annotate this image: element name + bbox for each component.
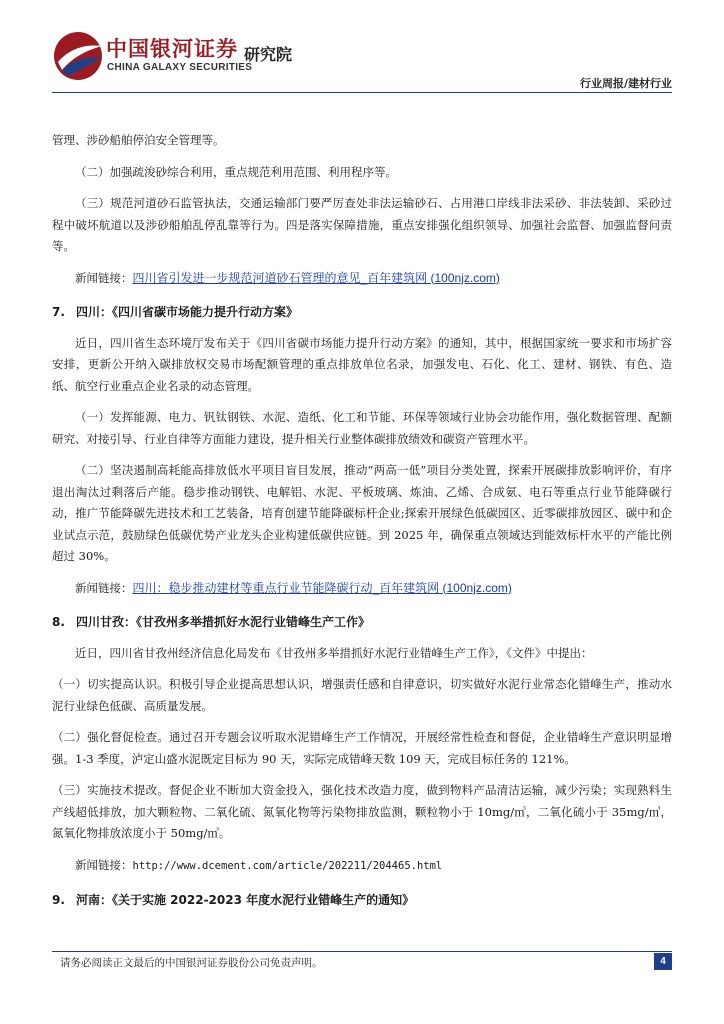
paragraph: （一）切实提高认识。积极引导企业提高思想认识，增强责任感和自律意识，切实做好水泥行业常态化错峰生产，推动水泥行业绿色低碳、高质量发展。 [52, 677, 672, 713]
footer-disclaimer: 请务必阅读正文最后的中国银河证券股份公司免责声明。 [60, 957, 323, 969]
news-link[interactable]: 四川省引发进一步规范河道砂石管理的意见_百年建筑网 (100njz.com) [132, 270, 500, 285]
institute-label: 研究院 [244, 45, 293, 64]
section-heading-7 [52, 302, 672, 322]
news-link-row [52, 268, 672, 289]
news-link-label: 新闻链接： [75, 580, 133, 595]
news-link-row [52, 855, 672, 877]
paragraph: 近日，四川省生态环境厅发布关于《四川省碳市场能力提升行动方案》的通知，其中，根据国家统一要求和市场扩容安排，更新公开纳入碳排放权交易市场配额管理的重点排放单位名录，加强发电、石化、化工、建材、钢铁、有色、造纸、航空行业重点企业名录的动态管理。 [52, 335, 672, 393]
news-link[interactable]: 四川：稳步推动建材等重点行业节能降碳行动_百年建筑网 (100njz.com) [132, 580, 512, 595]
brand-name-en: CHINA GALAXY SECURITIES [107, 62, 253, 73]
section-number: 9. [52, 892, 65, 907]
section-number: 7. [52, 304, 65, 319]
header-divider [52, 92, 672, 93]
brand-name-cn: 中国银河证券 [106, 37, 238, 61]
paragraph: （三）实施技术提改。督促企业不断加大资金投入，强化技术改造力度，做到物料产品清洁运输，减少污染；实现熟料生产线超低排放，加大颗粒物、二氧化硫、氮氧化物等污染物排放监测，颗粒物小于 10mg/㎥，二氧化硫小于 35mg/㎥，氮氧化物排放浓度小于 50mg/㎥。 [52, 783, 672, 840]
paragraph: （二）坚决遏制高耗能高排放低水平项目盲目发展，推动“两高一低”项目分类处置，探索开展碳排放影响评价，有序退出淘汰过剩落后产能。稳步推动钢铁、电解铝、水泥、平板玻璃、炼油、乙烯、合成氨、电石等重点行业节能降碳行动，推广节能降碳先进技术和工艺装备，培育创建节能降碳标杆企业;探索开展绿色低碳园区、近零碳排放园区、碳中和企业试点示范，鼓励绿色低碳优势产业龙头企业构建低碳供应链。到 2025 年，确保重点领域达到能效标杆水平的产能比例超过 30%。 [52, 463, 672, 563]
section-title: 河南：《关于实施 2022-2023 年度水泥行业错峰生产的通知》 [76, 892, 415, 907]
news-link-row [52, 578, 672, 599]
section-heading-8 [52, 612, 672, 632]
paragraph: （二）加强疏浚砂综合利用，重点规范利用范围、利用程序等。 [75, 164, 397, 179]
footer-divider [52, 951, 672, 952]
section-number: 8. [52, 614, 65, 629]
paragraph: （三）规范河道砂石监管执法，交通运输部门要严厉查处非法运输砂石、占用港口岸线非法采砂、非法装卸、采砂过程中破坏航道以及涉砂船舶乱停乱靠等行为。四是落实保障措施，重点安排强化组织领导、加强社会监督、加强监督问责等。 [52, 196, 672, 253]
paragraph: （二）强化督促检查。通过召开专题会议听取水泥错峰生产工作情况，开展经常性检查和督促，企业错峰生产意识明显增强。1-3 季度，泸定山盛水泥既定目标为 90 天，实际完成错峰天数 109 天，完成目标任务的 121%。 [52, 730, 672, 766]
report-category: 行业周报/建材行业 [579, 77, 672, 90]
paragraph: （一）发挥能源、电力、钒钛钢铁、水泥、造纸、化工和节能、环保等领域行业协会功能作用，强化数据管理、配额研究、对接引导、行业自律等方面能力建设，提升相关行业整体碳排放绩效和碳资产管理水平。 [52, 410, 672, 446]
paragraph: 近日，四川省甘孜州经济信息化局发布《甘孜州多举措抓好水泥行业错峰生产工作》，《文件》中提出： [75, 645, 593, 660]
news-url[interactable]: http://www.dcement.com/article/202211/204465.html [132, 859, 443, 872]
section-title: 四川：《四川省碳市场能力提升行动方案》 [76, 304, 299, 319]
news-link-label: 新闻链接： [75, 270, 133, 285]
news-link-label: 新闻链接： [75, 857, 133, 872]
section-title: 四川甘孜：《甘孜州多举措抓好水泥行业错峰生产工作》 [76, 614, 371, 629]
paragraph-continuation: 管理、涉砂船舶停泊安全管理等。 [52, 133, 225, 147]
main-content [52, 130, 672, 921]
page-header [0, 0, 724, 92]
page-number: 4 [654, 953, 672, 970]
galaxy-logo-icon [52, 30, 104, 82]
section-heading-9 [52, 890, 672, 910]
